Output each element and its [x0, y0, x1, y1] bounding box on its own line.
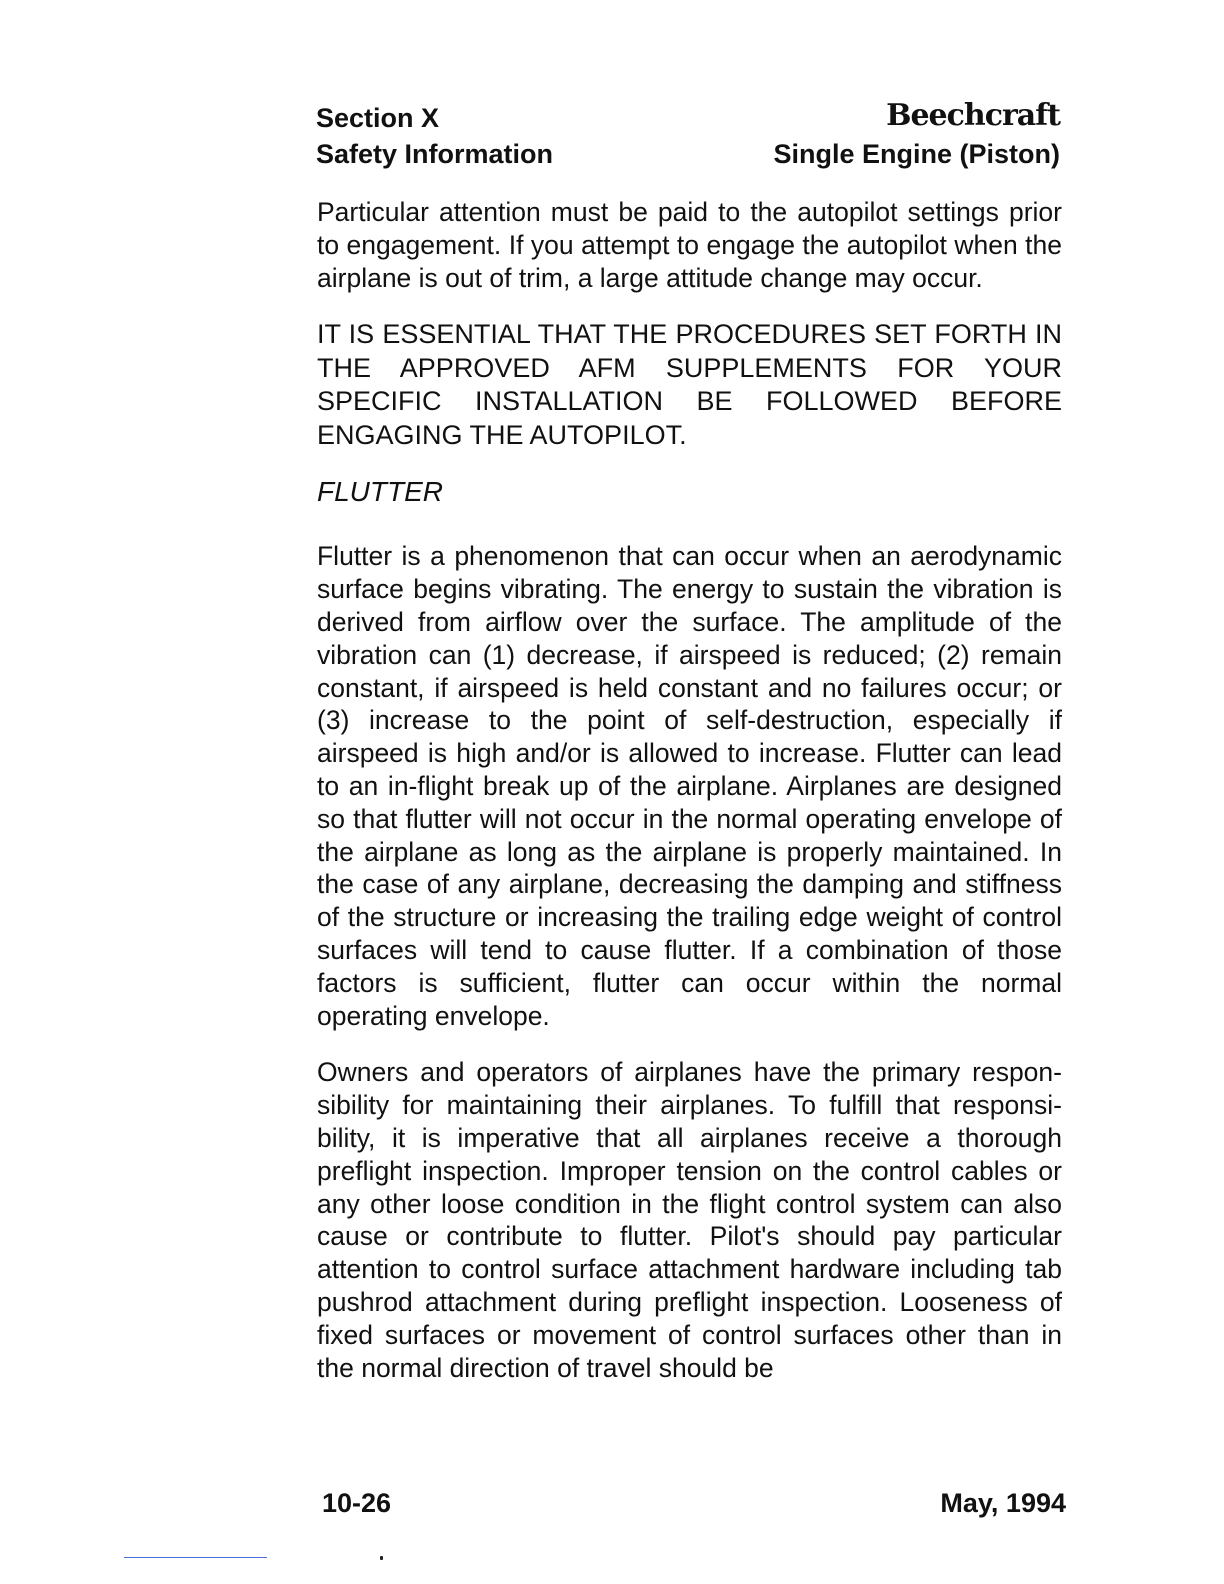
- page-number: 10-26: [322, 1488, 392, 1518]
- brand-logo: Beechcraft: [886, 98, 1060, 133]
- paragraph-flutter-definition: Flutter is a phenomenon that can occur when an aerodynamic surface begins vibrating. The energy to sustain the vibration is derived from airflow over the surface. The amplitude of the vibration can (1) decrease, if airspeed is reduced; (2) remain constant, if airspeed is held constant and no failures occur; or (3) increase to the point of self-destruction, especially if airspeed is high and/or is allowed to increase. Flutter can lead to an in-flight break up of the airplane. Airplanes are designed so that flutter will not occur in the normal operating envelope of the airplane as long as the airplane is properly maintained. In the case of any airplane, decreasing the damping and stiffness of the structure or increasing the trailing edge weight of control surfaces will tend to cause flutter. If a combination of those factors is sufficient, flutter can occur within the normal operating envelope.: [317, 541, 1062, 1031]
- aircraft-model: Single Engine (Piston): [773, 139, 1060, 169]
- section-number: Section X: [316, 103, 440, 133]
- footnote-rule: [124, 1557, 267, 1558]
- section-title: Safety Information: [316, 139, 554, 169]
- page-content: [317, 196, 1062, 1408]
- header-brand-block: [773, 96, 1060, 172]
- header-section-block: [316, 100, 553, 172]
- scan-mark: [380, 1556, 383, 1560]
- paragraph-owner-responsibility: Owners and operators of airplanes have the primary responsibility for maintaining their airplanes. To fulfill that responsibility, it is imperative that all airplanes receive a thorough preflight inspection. Improper tension on the control cables or any other loose condition in the flight control system can also cause or contribute to flutter. Pilot's should pay particular attention to control surface attachment hardware including tab pushrod attachment during preflight inspection. Looseness of fixed surfaces or movement of control surfaces other than in the normal direction of travel should be: [317, 1057, 1062, 1383]
- heading-flutter: FLUTTER: [317, 476, 443, 508]
- publication-date: May, 1994: [940, 1488, 1066, 1518]
- paragraph-autopilot-settings: Particular attention must be paid to the autopilot settings prior to engagement. If you attempt to engage the autopilot when the airplane is out of trim, a large attitude change may occur.: [317, 197, 1062, 293]
- paragraph-essential-procedures: IT IS ESSENTIAL THAT THE PROCEDURES SET FORTH IN THE APPROVED AFM SUPPLEMENTS FOR YOUR SPECIFIC INSTALLATION BE FOLLOWED BEFORE ENGAGING THE AUTOPILOT.: [317, 319, 1062, 450]
